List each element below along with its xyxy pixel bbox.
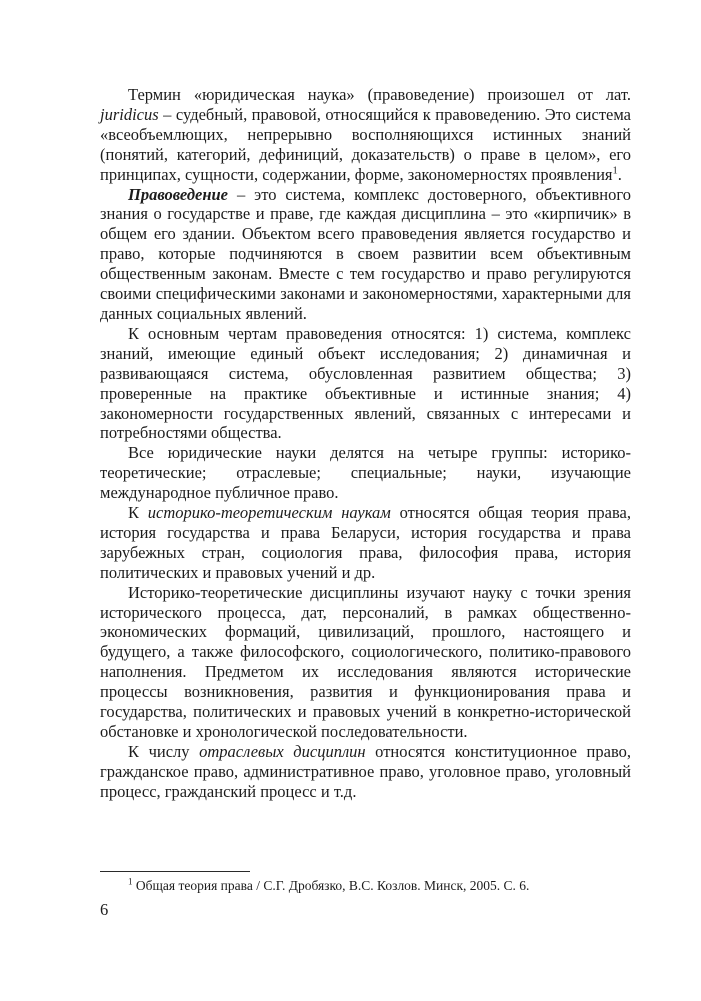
text-segment: отраслевых дисциплин [199,741,366,761]
page-body [100,85,631,802]
text-segment: juridicus [100,104,159,124]
paragraph [100,185,631,324]
paragraph [100,85,631,185]
text-segment: историко-теоретическим наукам [147,503,391,523]
text-segment: К числу [128,741,200,761]
footnote-text: Общая теория права / С.Г. Дробязко, В.С. Козлов. Минск, 2005. С. 6. [132,878,530,893]
text-segment: – это система, комплекс достоверного, объективного знания о государстве и праве, где каждая дисциплина – это «кирпичик» в общем его здании. Объектом всего правоведения является государство и право, которые подчиняются в своем развитии всем объективным общественным законам. Вместе с тем государство и право регулируются своими специфическими законами и закономерностями, характерными для данных социальных явлений. [100,184,631,323]
footnote-reference: 1 [612,165,618,177]
text-segment: Все юридические науки делятся на четыре группы: историко-теоретические; отраслевые; специальные; науки, изучающие международное публичное право. [100,443,631,503]
text-segment: относятся конституционное право, гражданское право, административное право, уголовное право, уголовный процесс, гражданский процесс и т.д. [100,741,631,801]
footnote-divider [100,871,250,872]
paragraph [100,324,631,443]
paragraph [100,503,631,583]
text-segment: К основным чертам правоведения относятся: 1) система, комплекс знаний, имеющие единый объект исследования; 2) динамичная и развивающаяся система, обусловленная развитием общества; 3) проверенные на практике объективные и истинные знания; 4) закономерности государственных явлений, связанных с интересами и потребностями общества. [100,323,631,443]
text-segment: . [617,164,622,184]
paragraph [100,583,631,742]
paragraph [100,742,631,802]
text-segment: – судебный, правовой, относящийся к правоведению. Это система «всеобъемлющих, непрерывно восполняющихся истинных знаний (понятий, категорий, дефиниций, доказательств) о праве в целом», его принципах, сущности, содержании, форме, закономерностях проявления [100,104,631,184]
text-segment: Правоведение [128,184,228,204]
text-segment: Историко-теоретические дисциплины изучают науку с точки зрения исторического процесса, дат, персоналий, в рамках общественно-экономических формаций, цивилизаций, прошлого, настоящего и будущего, а также философского, социологического, политико-правового наполнения. Предметом их исследования являются исторические процессы возникновения, развития и функционирования права и государства, политических и правовых учений в конкретно-исторической обстановке и хронологической последовательности. [100,582,631,741]
page-number: 6 [100,900,109,919]
text-segment: Термин «юридическая наука» (правоведение) произошел от лат. [128,85,631,104]
text-segment: относятся общая теория права, история государства и права Беларуси, история государства и права зарубежных стран, социология права, философия права, история политических и правовых учений и др. [100,503,631,582]
footnote-marker: 1 [128,876,133,887]
paragraph [100,443,631,503]
text-segment: К [128,503,148,523]
footnote [100,877,631,894]
